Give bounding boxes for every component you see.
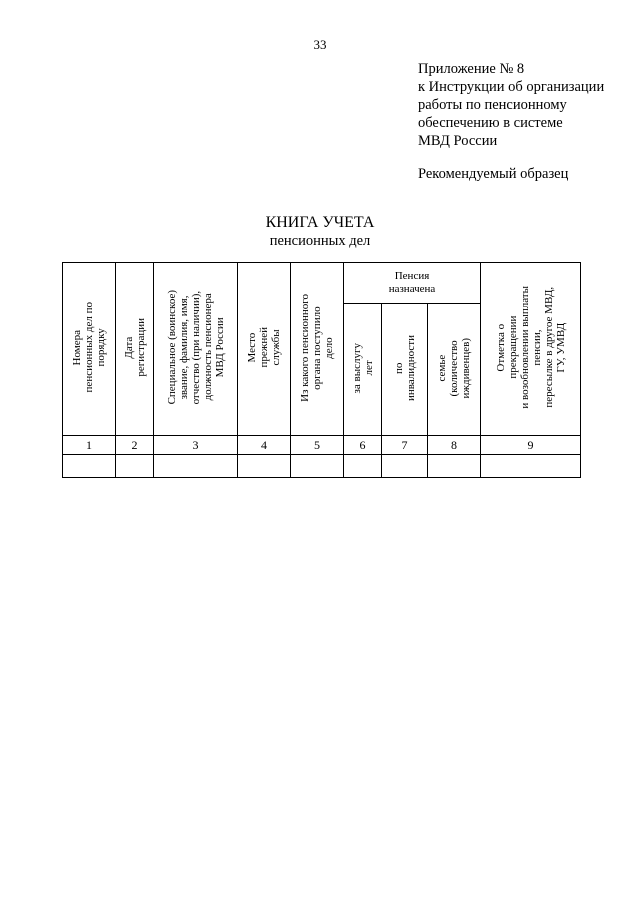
header-text: за выслугу лет [350,342,375,394]
header-text: Из какого пенсионного органа поступило дело [299,293,335,402]
column-number-row [63,436,581,455]
empty-cell [428,455,481,478]
header-text: Дата регистрации [122,318,147,377]
header-pension-assigned: Пенсия назначена [344,263,481,304]
header-text: по инвалидности [392,335,417,402]
empty-cell [63,455,116,478]
column-number: 9 [481,436,581,455]
column-number: 8 [428,436,481,455]
header-rank-name-position [154,263,238,436]
header-registration-date [116,263,154,436]
header-text: Специальное (воинское) звание, фамилия, имя, отчество (при наличии), должность пенсионера МВД России [165,290,226,405]
header-text: Место прежней службы [246,327,282,368]
column-number: 2 [116,436,154,455]
header-previous-service [238,263,291,436]
empty-cell [481,455,581,478]
empty-entry-row [63,455,581,478]
column-number: 7 [382,436,428,455]
header-termination-note [481,263,581,436]
header-case-numbers [63,263,116,436]
empty-cell [344,455,382,478]
document-title: КНИГА УЧЕТА [265,214,375,231]
appendix-line: обеспечению в системе [418,115,563,131]
appendix-line: МВД России [418,133,498,149]
column-number: 6 [344,436,382,455]
appendix-line: к Инструкции об организации [418,79,605,95]
header-text: семье (количество иждивенцев) [436,337,472,399]
appendix-line: Приложение № 8 [418,61,525,77]
header-text: Номера пенсионных дел по порядку [71,302,107,393]
document-subtitle: пенсионных дел [269,233,371,249]
header-text: Отметка о прекращении и возобновлении выплаты пенсии, пересылке в другое МВД, ГУ, УМВД [494,286,567,409]
empty-cell [291,455,344,478]
header-disability [382,304,428,436]
appendix-line: работы по пенсионному [418,97,567,113]
column-number: 1 [63,436,116,455]
column-number: 4 [238,436,291,455]
appendix-block [418,60,604,150]
empty-cell [116,455,154,478]
column-number: 5 [291,436,344,455]
empty-cell [154,455,238,478]
header-source-pension-body [291,263,344,436]
column-number: 3 [154,436,238,455]
empty-cell [382,455,428,478]
page-number: 33 [313,37,327,52]
ledger-table [62,262,581,478]
header-long-service [344,304,382,436]
empty-cell [238,455,291,478]
header-family [428,304,481,436]
sample-label: Рекомендуемый образец [418,166,569,182]
